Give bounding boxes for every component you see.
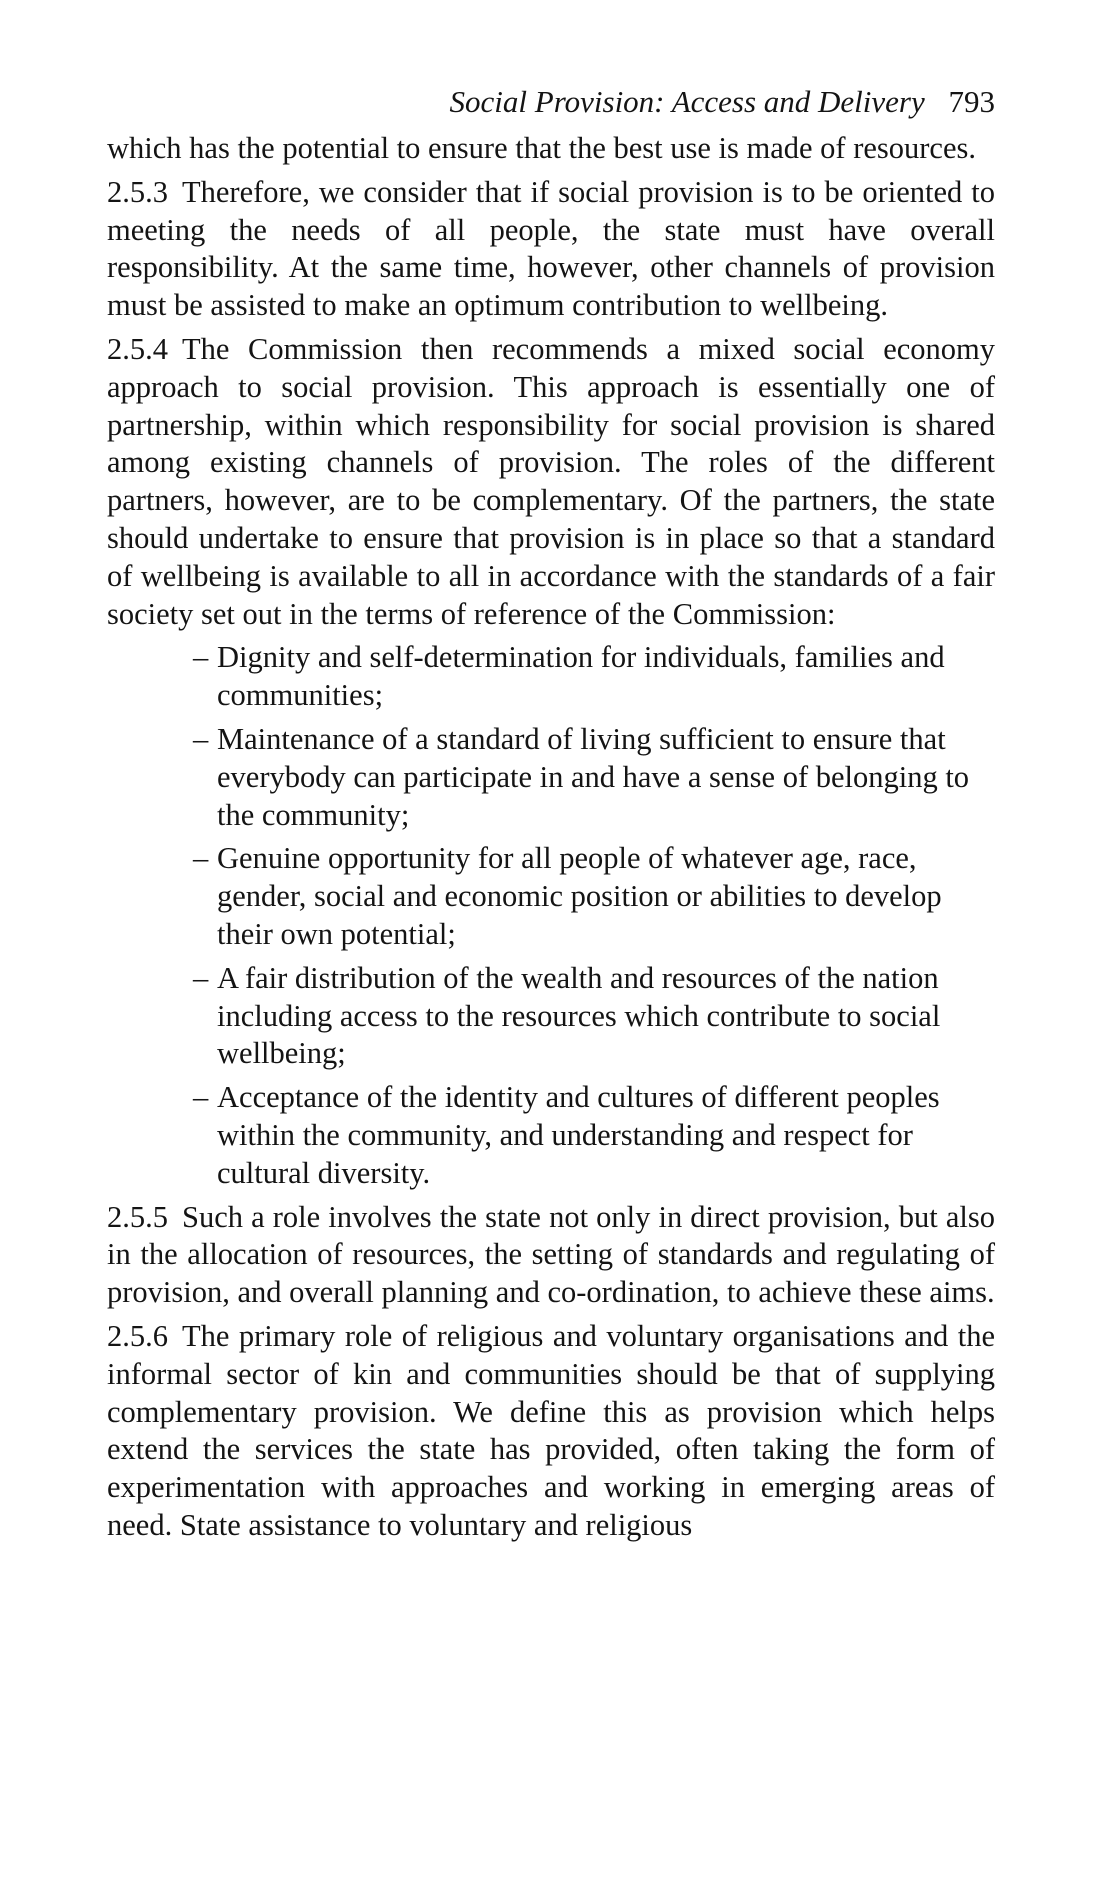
list-dash: –: [193, 960, 209, 995]
list-item: [193, 639, 995, 715]
paragraph-number: 2.5.3: [107, 174, 168, 209]
page-number: 793: [948, 84, 995, 119]
running-head: [107, 82, 995, 126]
list-item-text: Genuine opportunity for all people of whatever age, race, gender, social and economic position or abilities to develop their own potential;: [217, 841, 942, 951]
list-item-text: Acceptance of the identity and cultures of different peoples within the community, and understanding and respect for cultural diversity.: [217, 1080, 940, 1190]
fair-society-standards-list: [107, 639, 995, 1192]
paragraph-number: 2.5.4: [107, 331, 168, 366]
paragraph-number: 2.5.6: [107, 1318, 168, 1353]
list-item: [193, 721, 995, 834]
paragraph-2-5-6: [107, 1318, 995, 1545]
list-dash: –: [193, 721, 209, 756]
paragraph-text: The Commission then recommends a mixed social economy approach to social provision. This approach is essentially one of partnership, within which responsibility for social provision is shared among existing channels of provision. The roles of the different partners, however, are to be complementary. Of the partners, the state should undertake to ensure that provision is in place so that a standard of wellbeing is available to all in accordance with the standards of a fair society set out in the terms of reference of the Commission:: [107, 331, 995, 631]
paragraph-text: Therefore, we consider that if social provision is to be oriented to meeting the needs of all people, the state must have overall responsibility. At the same time, however, other channels of provision must be assisted to make an optimum contribution to wellbeing.: [107, 174, 995, 323]
list-item-text: Dignity and self-determination for individuals, families and communities;: [217, 640, 945, 713]
list-item: [193, 840, 995, 953]
list-dash: –: [193, 841, 209, 876]
paragraph-2-5-5: [107, 1199, 995, 1312]
running-head-title: Social Provision: Access and Delivery: [449, 84, 925, 119]
list-dash: –: [193, 1080, 209, 1115]
list-item: [193, 1079, 995, 1192]
paragraph-number: 2.5.5: [107, 1199, 168, 1234]
book-page: [107, 82, 995, 1551]
list-item: [193, 960, 995, 1073]
body-text: [107, 130, 995, 1545]
paragraph-2-5-4: [107, 331, 995, 633]
paragraph-text: which has the potential to ensure that the best use is made of resources.: [107, 131, 976, 165]
paragraph-text: Such a role involves the state not only in direct provision, but also in the allocation of resources, the setting of standards and regulating of provision, and overall planning and co-ordination, to achieve these aims.: [107, 1199, 995, 1310]
paragraph-2-5-3: [107, 174, 995, 325]
list-dash: –: [193, 640, 209, 675]
list-item-text: Maintenance of a standard of living sufficient to ensure that everybody can participate in and have a sense of belonging to the community;: [217, 721, 970, 832]
list-item-text: A fair distribution of the wealth and resources of the nation including access to the resources which contribute to social wellbeing;: [217, 960, 941, 1071]
paragraph-text: The primary role of religious and voluntary organisations and the informal sector of kin and communities should be that of supplying complementary provision. We define this as provision which helps extend the services the state has provided, often taking the form of experimentation with approaches and working in emerging areas of need. State assistance to voluntary and religious: [107, 1318, 995, 1542]
paragraph-continued: [107, 130, 995, 168]
